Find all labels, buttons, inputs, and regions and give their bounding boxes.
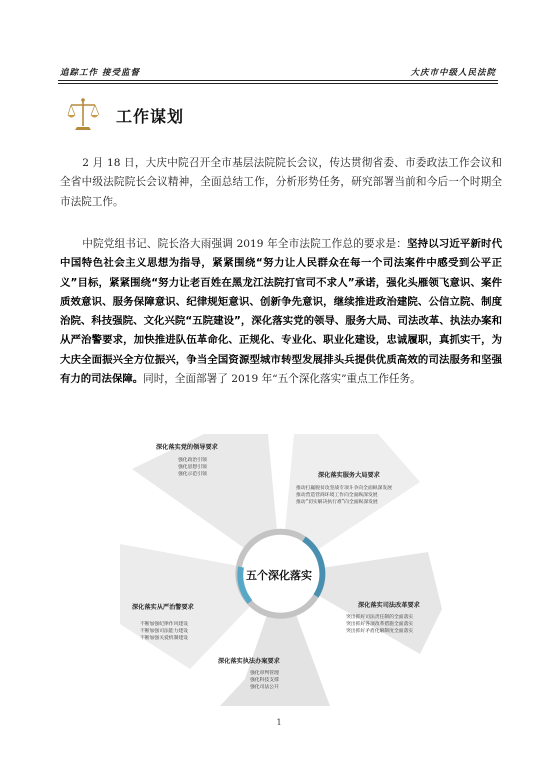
section-heading: 深化落实服务大局要求 [318, 472, 380, 479]
paragraph-requirements [60, 235, 502, 389]
diagram-section-law-enforcement [218, 656, 280, 691]
section-title: 工作谋划 [116, 107, 185, 126]
page-number: 1 [276, 718, 282, 727]
section-item: 不断加强纪律作风建设 [140, 622, 188, 627]
running-header [60, 66, 496, 80]
section-item: 不断加强关爱机制建设 [140, 636, 188, 641]
section-item: 推动营造营商环境工作向全面纵深发展 [296, 493, 378, 498]
section-heading: 深化落实执法办案要求 [218, 658, 280, 665]
section-item: 不断加强司法能力建设 [140, 629, 188, 634]
section-item: 推动打赢脱贫攻坚战专项斗争向全面纵深发展 [296, 486, 392, 491]
header-rule [58, 80, 498, 81]
section-item: 强化政治引领 [178, 458, 207, 463]
paragraph-meeting: 2 月 18 日，大庆中院召开全市基层法院院长会议，传达贯彻省委、市委政法工作会议和全省中级法院院长会议精神，全面总结工作，分析形势任务，研究部署当前和今后一个时期全市法院工作。 [60, 157, 502, 208]
header-court-name: 大庆市中级人民法院 [410, 68, 496, 78]
header-slogan: 追踪工作 接受监督 [60, 68, 140, 78]
section-item: 突出抓好矛盾化解制度全面落实 [346, 629, 414, 634]
requirements-emphasis: 坚持以习近平新时代中国特色社会主义思想为指导，紧紧围绕“努力让人民群众在每一个司法案件中感受到公平正义”目标，紧紧围绕“努力让老百姓在黑龙江法院打官司不求人”承诺，强化头雁领飞意识、案件质效意识、服务保障意识、纪律规矩意识、创新争先意识，继续推进政治建院、公信立院、制度治院、科技强院、文化兴院“五院建设”，深化落实党的领导、服务大局、司法改革、执法办案和从严治警要求，加快推进队伍革命化、正规化、专业化、职业化建设，忠诚履职，真抓实干，为大庆全面振兴全方位振兴，争当全国资源型城市转型发展排头兵提供优质高效的司法服务和坚强有力的司法保障。 [60, 238, 502, 386]
section-heading: 深化落实从严治警要求 [132, 604, 194, 611]
section-item: 强化思想引领 [178, 465, 207, 470]
diagram-section-judicial-reform [346, 600, 420, 635]
section-item: 推动“切实解决执行难”向全面纵深发展 [296, 500, 378, 505]
section-item: 强化审判管理 [250, 671, 279, 676]
section-heading: 深化落实党的领导要求 [156, 444, 218, 451]
diagram-section-strict-police [132, 602, 194, 642]
section-heading: 深化落实司法改革要求 [358, 602, 420, 609]
section-item: 突出抓好各项改革措施全面落实 [346, 622, 414, 627]
diagram-center-label: 五个深化落实 [246, 569, 312, 582]
diagram-section-serve-overall [296, 470, 392, 506]
five-deepening-diagram [120, 434, 442, 706]
header-rule-thin [58, 83, 498, 84]
requirements-intro: 中院党组书记、院长洛大雨强调 2019 年全市法院工作总的要求是： [82, 238, 408, 250]
section-item: 强化科技支撑 [250, 678, 279, 683]
section-item: 强化示范引领 [178, 472, 207, 477]
requirements-closing: 同时，全面部署了 2019 年“五个深化落实”重点工作任务。 [143, 373, 421, 386]
diagram-section-party-leadership [156, 442, 218, 478]
scales-of-justice-icon [66, 96, 100, 132]
section-item: 突出抓好司法责任制的全面落实 [346, 615, 414, 620]
section-item: 强化司法公开 [250, 685, 279, 690]
